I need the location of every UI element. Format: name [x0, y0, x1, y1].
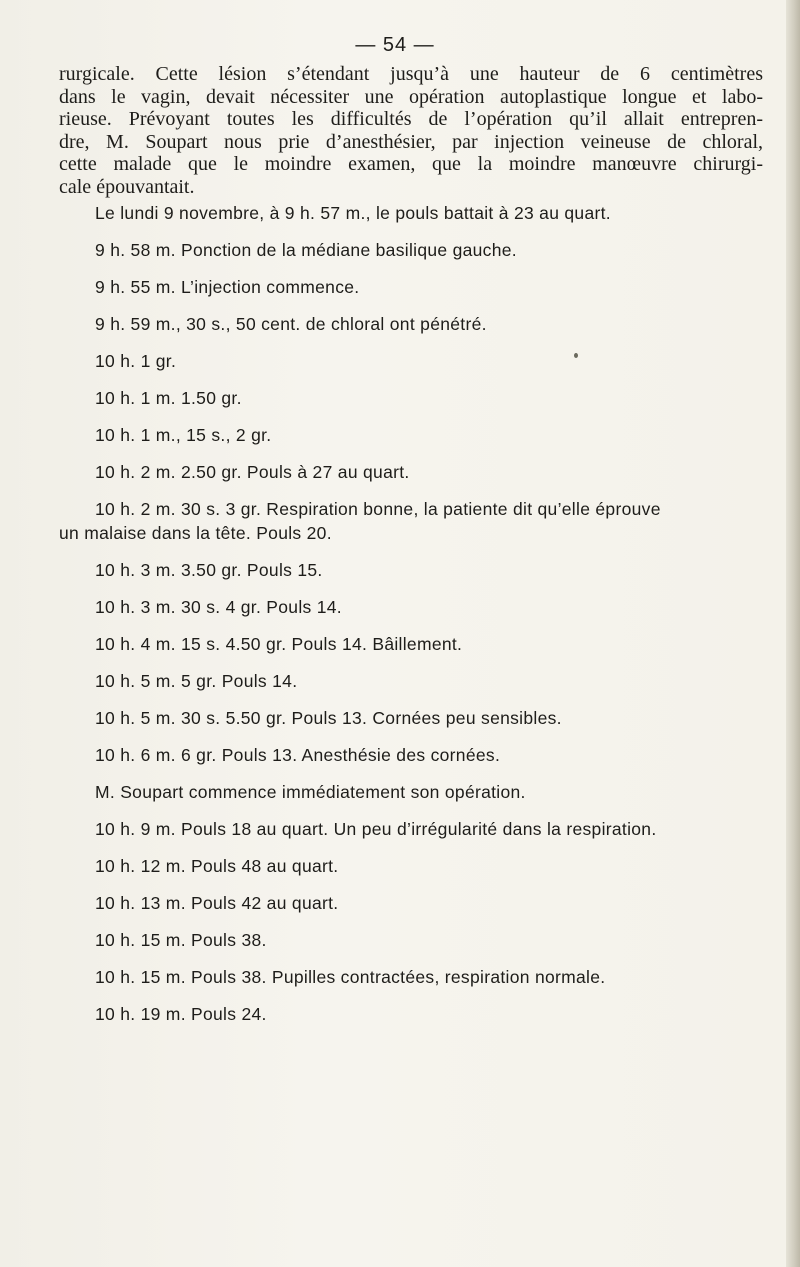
log-entry: 10 h. 15 m. Pouls 38.: [95, 930, 267, 950]
log-entry: 9 h. 55 m. L’injection commence.: [95, 277, 360, 297]
log-entry: 9 h. 58 m. Ponction de la médiane basilique gauche.: [95, 240, 517, 260]
log-entry: Le lundi 9 novembre, à 9 h. 57 m., le pouls battait à 23 au quart.: [95, 203, 611, 223]
log-entry-continuation: un malaise dans la tête. Pouls 20.: [59, 523, 332, 543]
intro-line: dre, M. Soupart nous prie d’anesthésier, par injection veineuse de chloral,: [59, 130, 763, 153]
log-entry: 10 h. 4 m. 15 s. 4.50 gr. Pouls 14. Bâillement.: [95, 634, 463, 654]
log-entry: 10 h. 6 m. 6 gr. Pouls 13. Anesthésie des cornées.: [95, 745, 501, 765]
log-entry: 10 h. 5 m. 30 s. 5.50 gr. Pouls 13. Cornées peu sensibles.: [95, 708, 562, 728]
log-entry: 10 h. 3 m. 3.50 gr. Pouls 15.: [95, 560, 323, 580]
log-entry: 10 h. 1 gr.: [95, 351, 177, 371]
log-entry: 10 h. 3 m. 30 s. 4 gr. Pouls 14.: [95, 597, 342, 617]
log-entry: 10 h. 13 m. Pouls 42 au quart.: [95, 893, 339, 913]
intro-line: rurgicale. Cette lésion s’étendant jusqu’à une hauteur de 6 centimètres: [59, 63, 763, 85]
log-entry: 10 h. 2 m. 2.50 gr. Pouls à 27 au quart.: [95, 462, 410, 482]
log-entry: 10 h. 1 m. 1.50 gr.: [95, 388, 242, 408]
page-edge-shadow: [786, 0, 800, 1267]
log-entry: 10 h. 2 m. 30 s. 3 gr. Respiration bonne, la patiente dit qu’elle éprouve: [95, 499, 661, 519]
intro-line: cette malade que le moindre examen, que la moindre manœuvre chirurgi-: [59, 153, 763, 175]
log-entry: 10 h. 1 m., 15 s., 2 gr.: [95, 425, 272, 445]
log-entry: 10 h. 19 m. Pouls 24.: [95, 1004, 267, 1024]
intro-line: rieuse. Prévoyant toutes les difficultés de l’opération qu’il allait entrepren-: [59, 108, 763, 130]
page-number: — 54 —: [355, 34, 435, 56]
log-entry: 10 h. 15 m. Pouls 38. Pupilles contractées, respiration normale.: [95, 967, 606, 987]
intro-line: cale épouvantait.: [59, 175, 195, 198]
log-entry: 10 h. 12 m. Pouls 48 au quart.: [95, 856, 339, 876]
log-entry: 10 h. 9 m. Pouls 18 au quart. Un peu d’irrégularité dans la respiration.: [95, 819, 657, 839]
ink-speck: [574, 353, 578, 358]
log-entry: 9 h. 59 m., 30 s., 50 cent. de chloral ont pénétré.: [95, 314, 487, 334]
log-entry: M. Soupart commence immédiatement son opération.: [95, 782, 526, 802]
intro-line: dans le vagin, devait nécessiter une opération autoplastique longue et labo-: [59, 85, 763, 108]
intro-paragraph: [59, 63, 763, 198]
log-entry: 10 h. 5 m. 5 gr. Pouls 14.: [95, 671, 298, 691]
